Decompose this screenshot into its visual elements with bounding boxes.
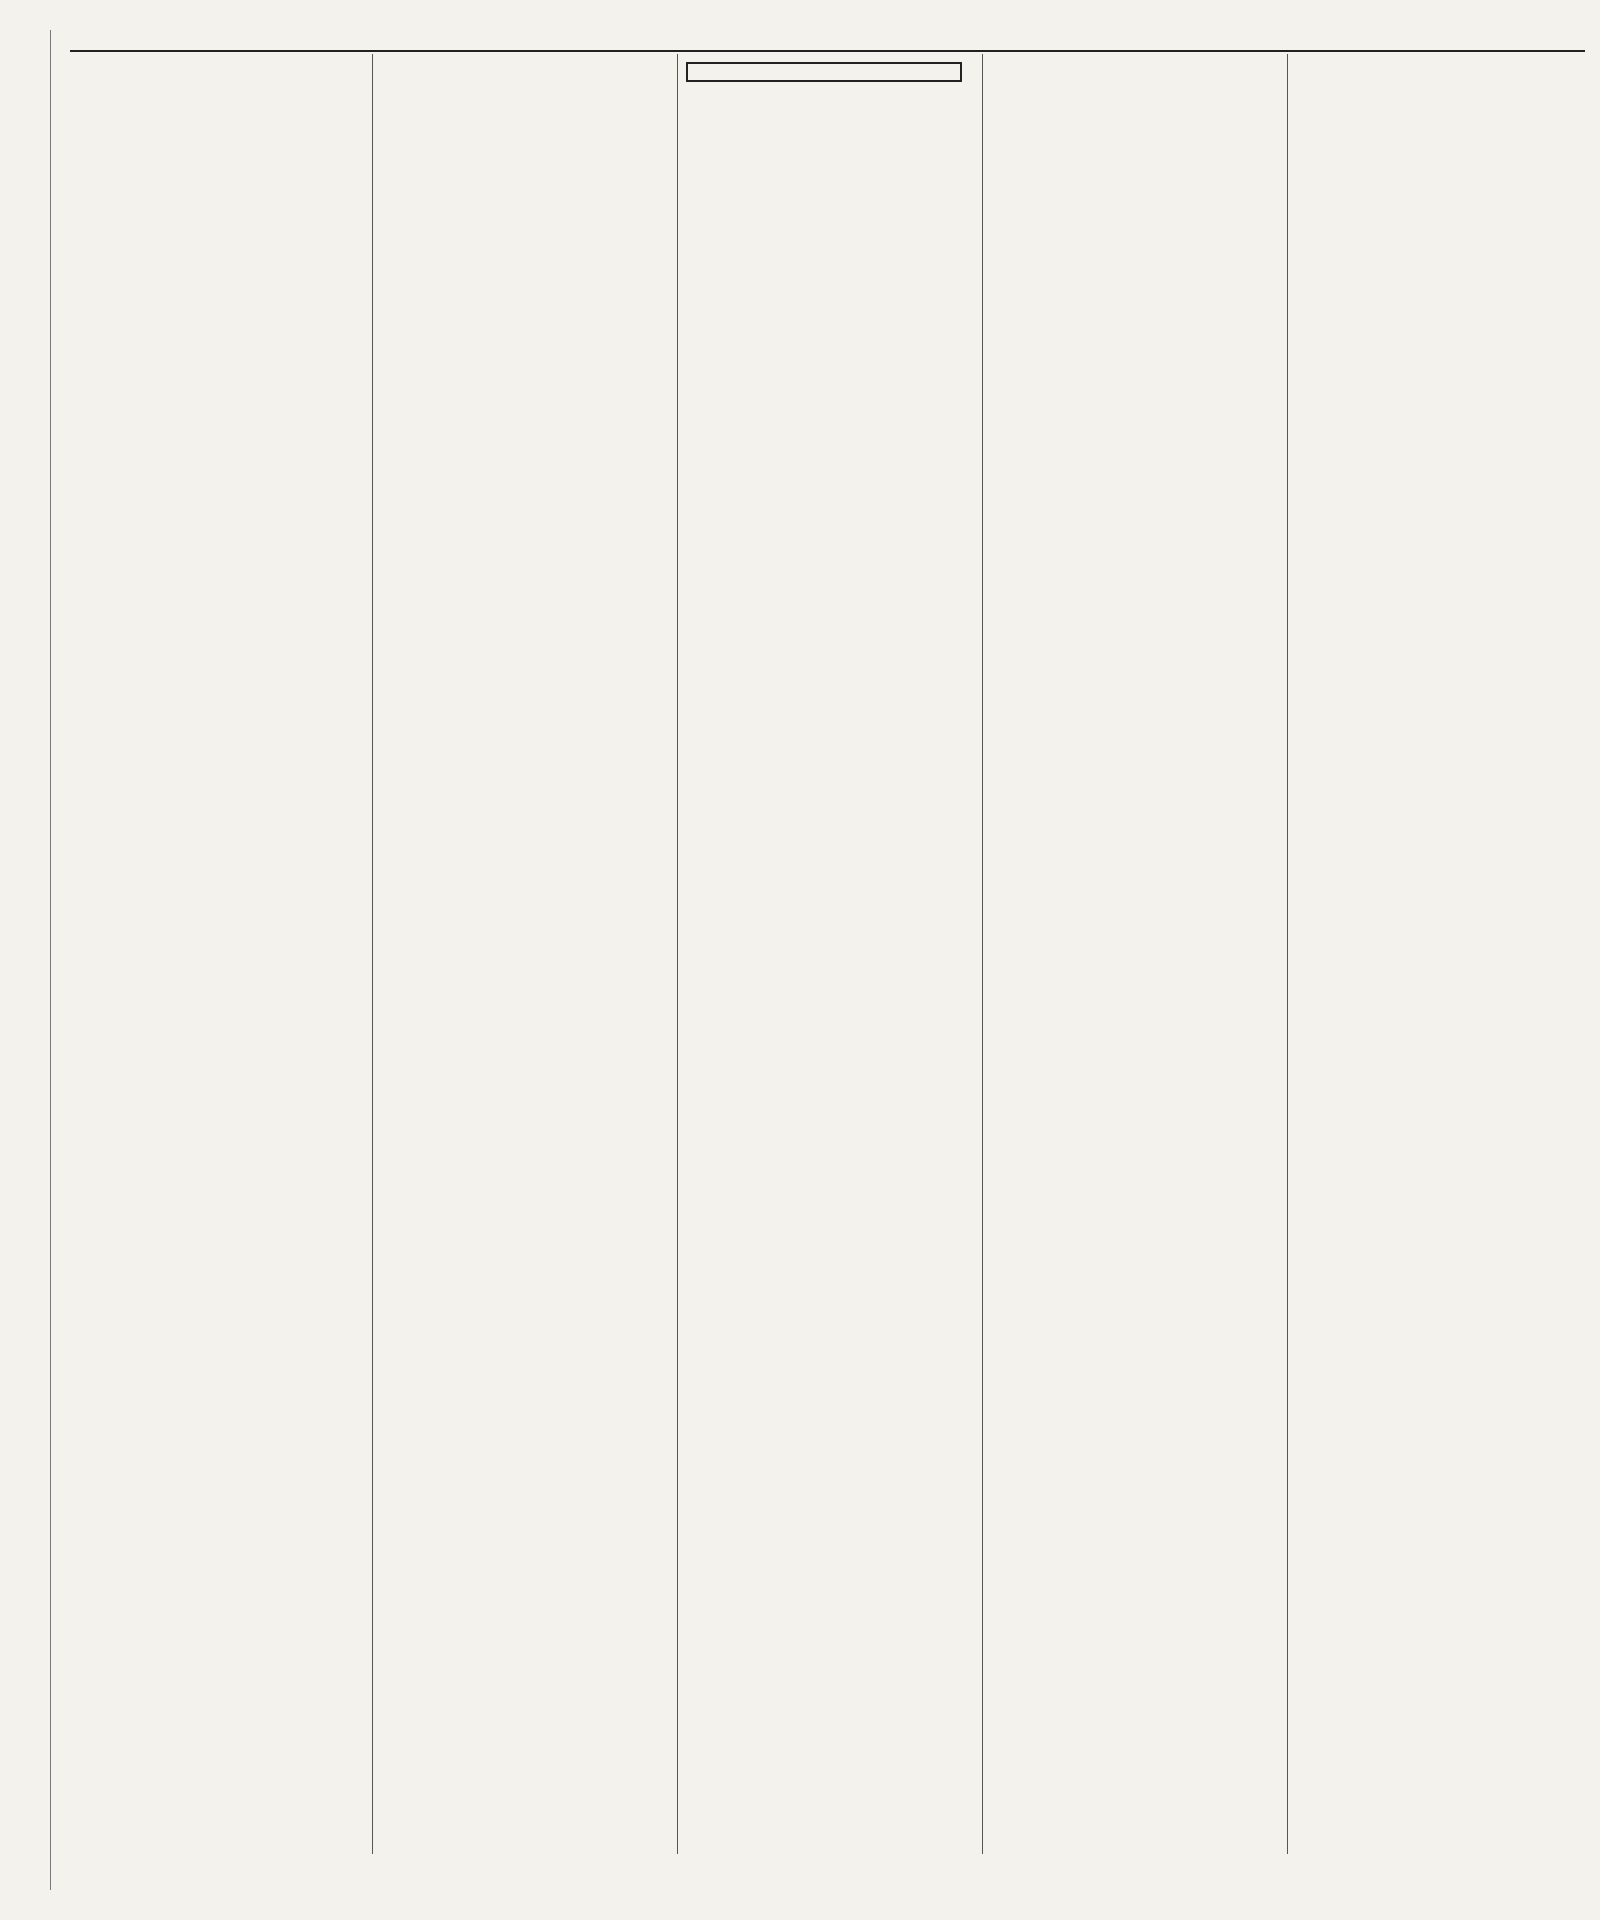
previous-page-fragment — [0, 100, 50, 117]
previous-page-fragment — [0, 1788, 50, 1805]
previous-page-fragment — [0, 1040, 50, 1057]
previous-page-fragment — [0, 1840, 50, 1857]
previous-page-fragment — [0, 30, 50, 47]
previous-page-fragment — [0, 744, 50, 761]
previous-page-fragment — [0, 1614, 50, 1631]
previous-page-fragment — [0, 1231, 50, 1248]
previous-page-fragment — [0, 1771, 50, 1788]
previous-page-fragment — [0, 1684, 50, 1701]
previous-page-fragment — [0, 1736, 50, 1753]
previous-page-fragment — [0, 1214, 50, 1231]
previous-page-strip — [0, 30, 51, 1890]
previous-page-fragment — [0, 1353, 50, 1370]
previous-page-fragment — [0, 1405, 50, 1422]
previous-page-fragment — [0, 1666, 50, 1683]
previous-page-fragment — [0, 622, 50, 639]
previous-page-fragment — [0, 291, 50, 308]
page-footer — [70, 1868, 1585, 1898]
previous-page-fragment — [0, 674, 50, 691]
previous-page-fragment — [0, 1092, 50, 1109]
previous-page-fragment — [0, 813, 50, 830]
column-3 — [680, 54, 972, 1854]
previous-page-fragment — [0, 639, 50, 656]
previous-page-fragment — [0, 935, 50, 952]
previous-page-fragment — [0, 883, 50, 900]
previous-page-fragment — [0, 204, 50, 221]
previous-page-fragment — [0, 1266, 50, 1283]
previous-page-fragment — [0, 65, 50, 82]
previous-page-fragment — [0, 256, 50, 273]
previous-page-fragment — [0, 1805, 50, 1822]
previous-page-fragment — [0, 1544, 50, 1561]
previous-page-fragment — [0, 1875, 50, 1890]
previous-page-fragment — [0, 796, 50, 813]
previous-page-fragment — [0, 1701, 50, 1718]
previous-page-fragment — [0, 1858, 50, 1875]
previous-page-fragment — [0, 987, 50, 1004]
previous-page-fragment — [0, 465, 50, 482]
previous-page-fragment — [0, 274, 50, 291]
previous-page-fragment — [0, 552, 50, 569]
previous-page-fragment — [0, 1196, 50, 1213]
previous-page-fragment — [0, 604, 50, 621]
previous-page-fragment — [0, 134, 50, 151]
column-5 — [1290, 54, 1582, 1854]
previous-page-fragment — [0, 1562, 50, 1579]
previous-page-fragment — [0, 47, 50, 64]
previous-page-fragment — [0, 500, 50, 517]
previous-page-fragment — [0, 117, 50, 134]
previous-page-fragment — [0, 691, 50, 708]
previous-page-fragment — [0, 187, 50, 204]
previous-page-fragment — [0, 169, 50, 186]
previous-page-fragment — [0, 778, 50, 795]
previous-page-fragment — [0, 761, 50, 778]
previous-page-fragment — [0, 848, 50, 865]
previous-page-fragment — [0, 1301, 50, 1318]
previous-page-fragment — [0, 1527, 50, 1544]
previous-page-fragment — [0, 900, 50, 917]
previous-page-fragment — [0, 326, 50, 343]
column-4 — [985, 54, 1277, 1854]
listing-columns — [70, 54, 1585, 1854]
previous-page-fragment — [0, 309, 50, 326]
previous-page-fragment — [0, 517, 50, 534]
previous-page-fragment — [0, 1109, 50, 1126]
previous-page-fragment — [0, 1440, 50, 1457]
previous-page-fragment — [0, 1457, 50, 1474]
previous-page-fragment — [0, 866, 50, 883]
previous-page-fragment — [0, 918, 50, 935]
previous-page-fragment — [0, 430, 50, 447]
previous-page-fragment — [0, 709, 50, 726]
previous-page-fragment — [0, 239, 50, 256]
previous-page-fragment — [0, 831, 50, 848]
previous-page-fragment — [0, 1179, 50, 1196]
previous-page-fragment — [0, 396, 50, 413]
previous-page-fragment — [0, 1335, 50, 1352]
page-header — [70, 14, 1585, 50]
column-2 — [375, 54, 667, 1854]
previous-page-fragment — [0, 726, 50, 743]
previous-page-fragment — [0, 1475, 50, 1492]
previous-page-fragment — [0, 1022, 50, 1039]
previous-page-fragment — [0, 1005, 50, 1022]
previous-page-fragment — [0, 1631, 50, 1648]
previous-page-fragment — [0, 152, 50, 169]
previous-page-fragment — [0, 570, 50, 587]
previous-page-fragment — [0, 1370, 50, 1387]
previous-page-fragment — [0, 657, 50, 674]
previous-page-fragment — [0, 343, 50, 360]
header-title-block — [1555, 18, 1577, 43]
previous-page-fragment — [0, 361, 50, 378]
header-rule — [70, 50, 1585, 52]
previous-page-fragment — [0, 535, 50, 552]
previous-page-fragment — [0, 1423, 50, 1440]
previous-page-fragment — [0, 448, 50, 465]
previous-page-fragment — [0, 221, 50, 238]
previous-page-fragment — [0, 1248, 50, 1265]
previous-page-fragment — [0, 1144, 50, 1161]
previous-page-fragment — [0, 1283, 50, 1300]
previous-page-fragment — [0, 1510, 50, 1527]
previous-page-fragment — [0, 1074, 50, 1091]
previous-page-fragment — [0, 970, 50, 987]
previous-page-fragment — [0, 1492, 50, 1509]
previous-page-fragment — [0, 1579, 50, 1596]
column-1 — [70, 54, 362, 1854]
previous-page-fragment — [0, 413, 50, 430]
previous-page-fragment — [0, 1161, 50, 1178]
automobile-advertisement — [686, 62, 962, 82]
previous-page-fragment — [0, 1388, 50, 1405]
previous-page-fragment — [0, 483, 50, 500]
previous-page-fragment — [0, 82, 50, 99]
previous-page-fragment — [0, 1718, 50, 1735]
previous-page-fragment — [0, 378, 50, 395]
previous-page-fragment — [0, 1753, 50, 1770]
previous-page-fragment — [0, 587, 50, 604]
previous-page-fragment — [0, 1823, 50, 1840]
previous-page-fragment — [0, 1057, 50, 1074]
previous-page-fragment — [0, 953, 50, 970]
previous-page-fragment — [0, 1597, 50, 1614]
previous-page-fragment — [0, 1127, 50, 1144]
previous-page-fragment — [0, 1649, 50, 1666]
previous-page-fragment — [0, 1318, 50, 1335]
